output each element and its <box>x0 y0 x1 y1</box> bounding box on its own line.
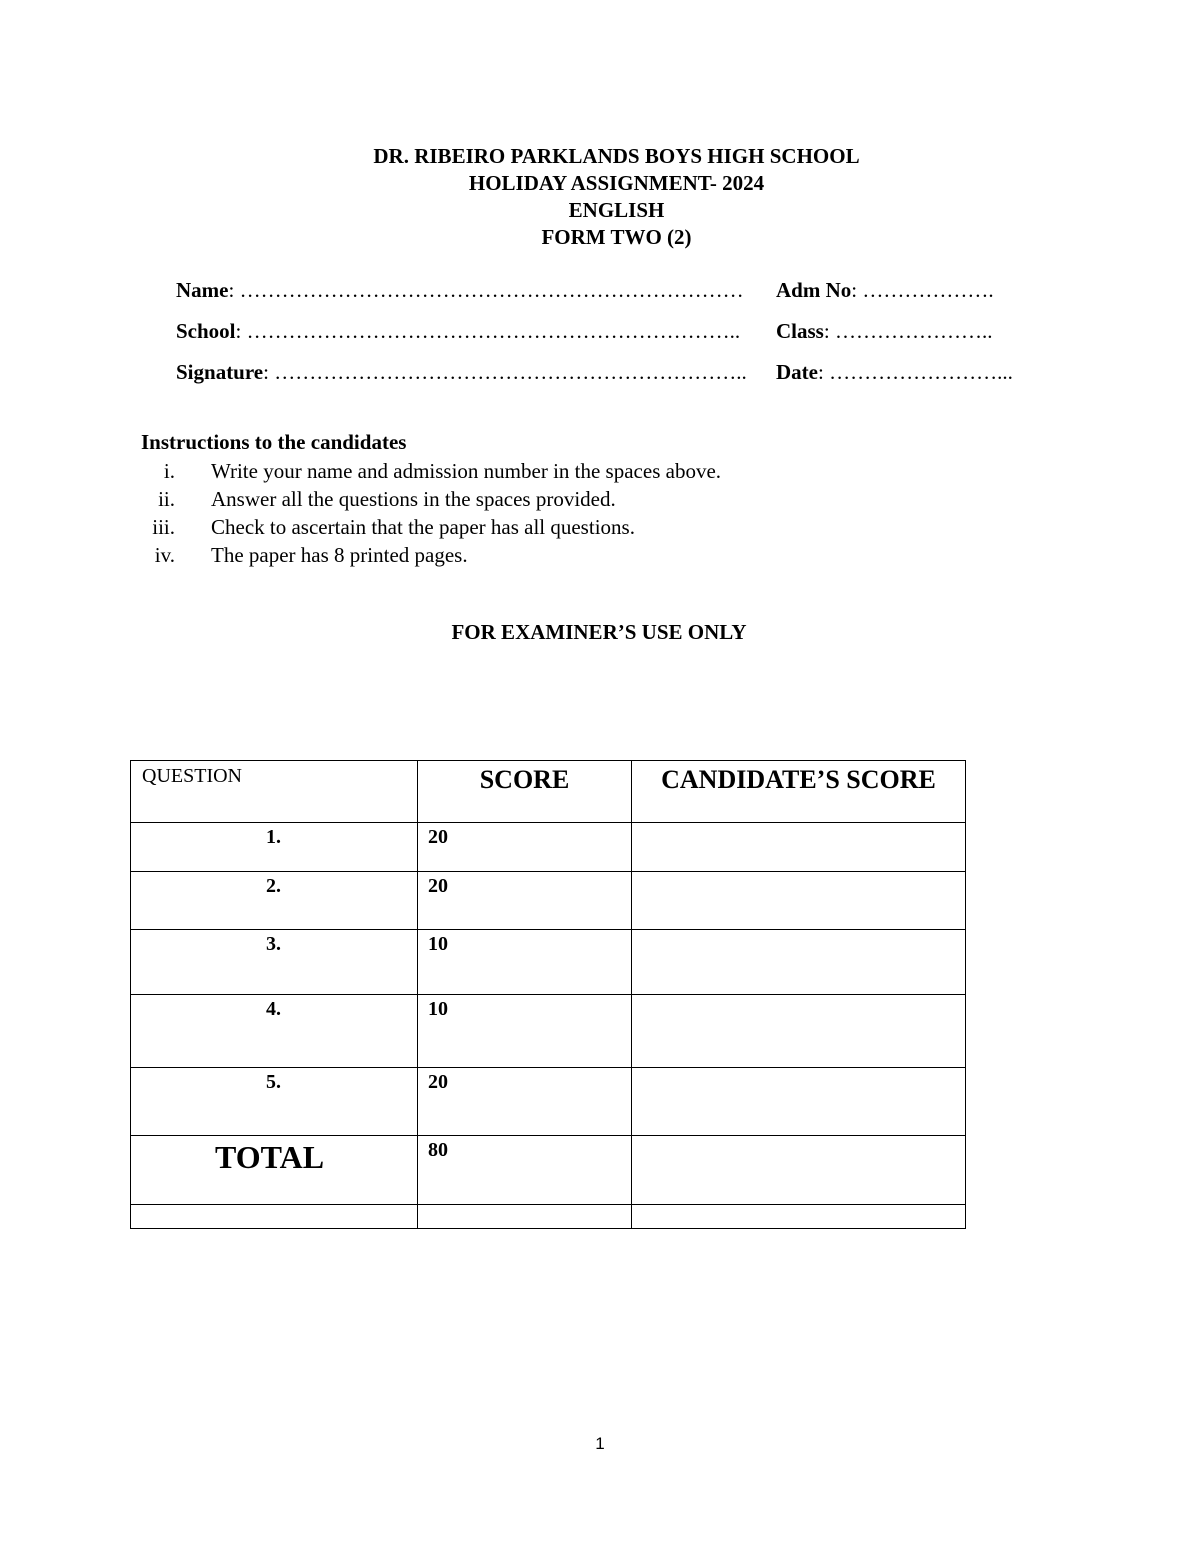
signature-field[interactable]: : ………………………………………………………….. <box>263 360 747 384</box>
total-row <box>131 1136 966 1205</box>
adm-no-label: Adm No <box>776 278 852 302</box>
question-number: 2. <box>131 872 418 930</box>
name-row <box>176 278 994 303</box>
table-row <box>131 1068 966 1136</box>
table-row <box>131 823 966 872</box>
document-header <box>0 143 1200 251</box>
date-field[interactable]: : ……………………... <box>817 360 1013 384</box>
candidate-score-cell[interactable] <box>632 872 966 930</box>
max-score: 10 <box>418 995 632 1068</box>
examiner-use-title: FOR EXAMINER’S USE ONLY <box>451 620 747 644</box>
question-number: 3. <box>131 930 418 995</box>
adm-no-field[interactable]: : ………………. <box>851 278 994 302</box>
max-score: 20 <box>418 872 632 930</box>
subject-title: ENGLISH <box>568 198 665 222</box>
empty-cell <box>418 1205 632 1229</box>
instruction-text: Write your name and admission number in the spaces above. <box>211 459 722 483</box>
class-group <box>776 319 992 344</box>
instruction-text: The paper has 8 printed pages. <box>211 543 468 567</box>
signature-label: Signature <box>176 360 264 384</box>
instruction-text: Check to ascertain that the paper has all questions. <box>211 515 635 539</box>
signature-row <box>176 360 1013 385</box>
empty-cell <box>131 1205 418 1229</box>
candidate-score-cell[interactable] <box>632 930 966 995</box>
table-header-row <box>131 761 966 823</box>
form-title: FORM TWO (2) <box>541 225 692 249</box>
assignment-title: HOLIDAY ASSIGNMENT- 2024 <box>468 171 765 195</box>
instruction-number: ii. <box>158 487 175 511</box>
candidate-total-cell[interactable] <box>632 1136 966 1205</box>
page-number: 1 <box>595 1434 605 1453</box>
adm-no-group <box>776 278 994 303</box>
candidate-score-cell[interactable] <box>632 823 966 872</box>
max-score: 20 <box>418 1068 632 1136</box>
score-table <box>130 760 966 1229</box>
school-field[interactable]: : …………………………………………………………….. <box>235 319 741 343</box>
header-question: QUESTION <box>131 761 418 823</box>
question-number: 4. <box>131 995 418 1068</box>
instruction-number: iii. <box>152 515 175 539</box>
table-row <box>131 930 966 995</box>
max-score: 10 <box>418 930 632 995</box>
table-row <box>131 995 966 1068</box>
total-score: 80 <box>418 1136 632 1205</box>
empty-row <box>131 1205 966 1229</box>
total-label: TOTAL <box>131 1136 418 1205</box>
question-number: 1. <box>131 823 418 872</box>
school-name: DR. RIBEIRO PARKLANDS BOYS HIGH SCHOOL <box>373 144 860 168</box>
instructions-title: Instructions to the candidates <box>141 430 407 454</box>
candidate-score-cell[interactable] <box>632 1068 966 1136</box>
header-score: SCORE <box>418 761 632 823</box>
instruction-number: i. <box>163 459 175 483</box>
max-score: 20 <box>418 823 632 872</box>
empty-cell <box>632 1205 966 1229</box>
date-group <box>776 360 1013 385</box>
class-label: Class <box>776 319 824 343</box>
school-label: School <box>176 319 236 343</box>
class-field[interactable]: : ………………….. <box>823 319 993 343</box>
school-row <box>176 319 993 344</box>
name-field[interactable]: : ……………………………………………………………… <box>228 278 744 302</box>
candidate-score-cell[interactable] <box>632 995 966 1068</box>
date-label: Date <box>776 360 818 384</box>
table-row <box>131 872 966 930</box>
name-label: Name <box>176 278 229 302</box>
instruction-number: iv. <box>154 543 175 567</box>
header-candidate-score: CANDIDATE’S SCORE <box>632 761 966 823</box>
instruction-text: Answer all the questions in the spaces provided. <box>211 487 616 511</box>
question-number: 5. <box>131 1068 418 1136</box>
